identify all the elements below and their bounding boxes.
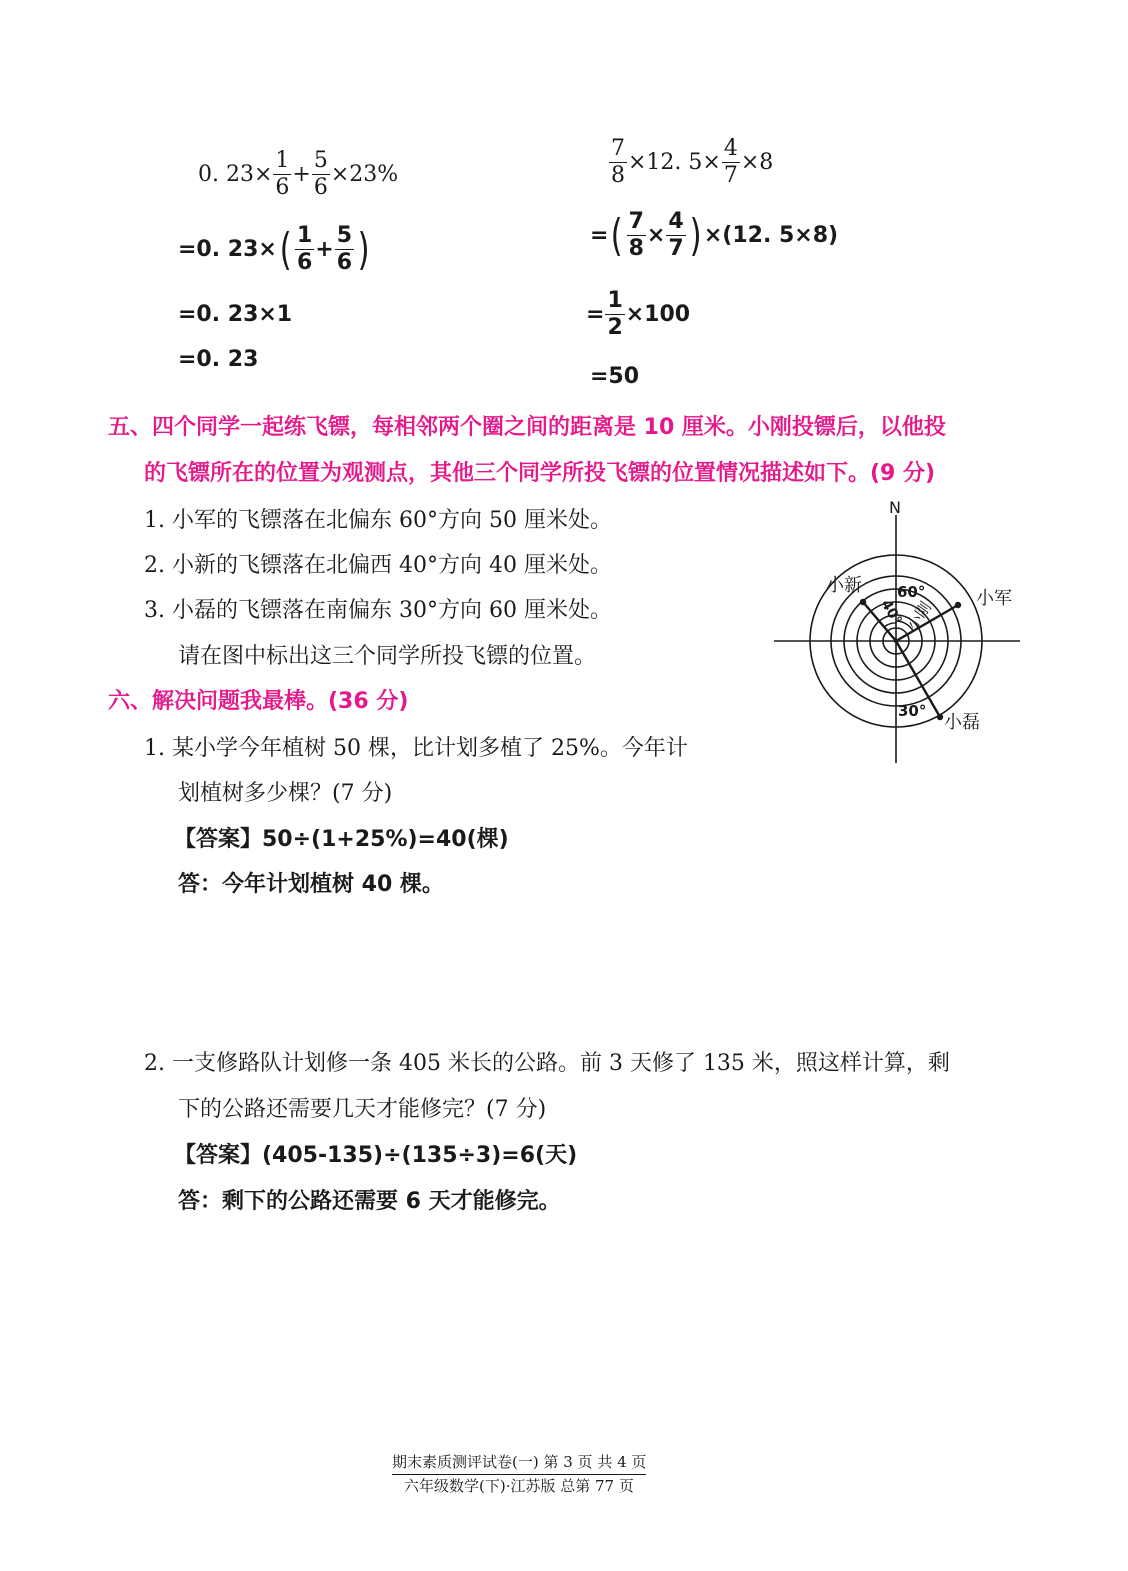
q2-reply: 答：剩下的公路还需要 6 天才能修完。 — [178, 1189, 561, 1214]
section5-title-line1: 五、四个同学一起练飞镖，每相邻两个圈之间的距离是 10 厘米。小刚投镖后，以他投 — [108, 415, 946, 440]
fraction: $\frac{1}{6}$ — [296, 223, 313, 275]
angle-label-30: 30° — [898, 702, 927, 720]
dart-mark-xiaolei — [937, 714, 943, 720]
calc-right-line3: = $\frac{1}{2}$ ×100 — [586, 288, 691, 340]
dart-board-diagram — [770, 495, 1030, 770]
section6-title: 六、解决问题我最棒。(36 分) — [108, 689, 409, 714]
fraction: $\frac{4}{7}$ — [723, 136, 738, 188]
calc-left-line1: 0. 23× $\frac{1}{6}$ + $\frac{5}{6}$ ×23% — [198, 148, 399, 200]
center-point — [894, 639, 898, 643]
fraction: $\frac{4}{7}$ — [668, 209, 684, 261]
section5-item-3: 3. 小磊的飞镖落在南偏东 30°方向 60 厘米处。 — [144, 598, 612, 623]
q1-line2: 划植树多少棵？(7 分) — [178, 781, 393, 806]
angle-label-60: 60° — [897, 583, 926, 601]
q2-line1: 2. 一支修路队计划修一条 405 米长的公路。前 3 天修了 135 米，照这样计算，剩 — [144, 1051, 950, 1076]
calc-right-line1: $\frac{7}{8}$ ×12. 5× $\frac{4}{7}$ ×8 — [611, 136, 774, 188]
q1-line1: 1. 某小学今年植树 50 棵，比计划多植了 25%。今年计 — [144, 736, 688, 761]
calc-right-line4: =50 — [590, 364, 640, 389]
fraction: $\frac{1}{2}$ — [607, 288, 623, 340]
section5-item-1: 1. 小军的飞镖落在北偏东 60°方向 50 厘米处。 — [144, 508, 612, 533]
calc-right-line2: = ( $\frac{7}{8}$ × $\frac{4}{7}$ ) ×(12. 5×8) — [590, 209, 839, 261]
q2-answer: 【答案】(405-135)÷(135÷3)=6(天) — [174, 1143, 578, 1168]
footer-line1: 期末素质测评试卷(一) 第 3 页 共 4 页 — [392, 1451, 646, 1475]
north-label: N — [889, 498, 901, 517]
calc-left-line4: =0. 23 — [178, 347, 259, 372]
label-xiaogang: 小刚 — [902, 598, 935, 634]
q2-line2: 下的公路还需要几天才能修完？(7 分) — [178, 1097, 547, 1122]
q1-answer: 【答案】50÷(1+25%)=40(棵) — [174, 827, 509, 852]
calc-left-line2: =0. 23× ( $\frac{1}{6}$ + $\frac{5}{6}$ ) — [178, 223, 370, 275]
fraction: $\frac{7}{8}$ — [611, 136, 625, 188]
fraction: $\frac{5}{6}$ — [336, 223, 353, 275]
section5-title-line2: 的飞镖所在的位置为观测点，其他三个同学所投飞镖的位置情况描述如下。(9 分) — [144, 461, 936, 486]
calc-left-line3: =0. 23×1 — [178, 302, 293, 327]
section5-instruction: 请在图中标出这三个同学所投飞镖的位置。 — [178, 644, 597, 669]
dart-mark-xiaojun — [955, 602, 961, 608]
fraction: $\frac{5}{6}$ — [313, 148, 328, 200]
footer-line2: 六年级数学(下)·江苏版 总第 77 页 — [404, 1477, 634, 1495]
section5-item-2: 2. 小新的飞镖落在北偏西 40°方向 40 厘米处。 — [144, 553, 612, 578]
label-xiaojun: 小军 — [976, 588, 1012, 609]
q1-reply: 答：今年计划植树 40 棵。 — [178, 872, 444, 897]
angle-label-40: 40° — [877, 596, 905, 628]
label-xiaolei: 小磊 — [944, 712, 980, 733]
fraction: $\frac{1}{6}$ — [275, 148, 290, 200]
fraction: $\frac{7}{8}$ — [628, 209, 644, 261]
label-xiaoxin: 小新 — [826, 575, 862, 596]
dart-mark-xiaoxin — [860, 599, 866, 605]
